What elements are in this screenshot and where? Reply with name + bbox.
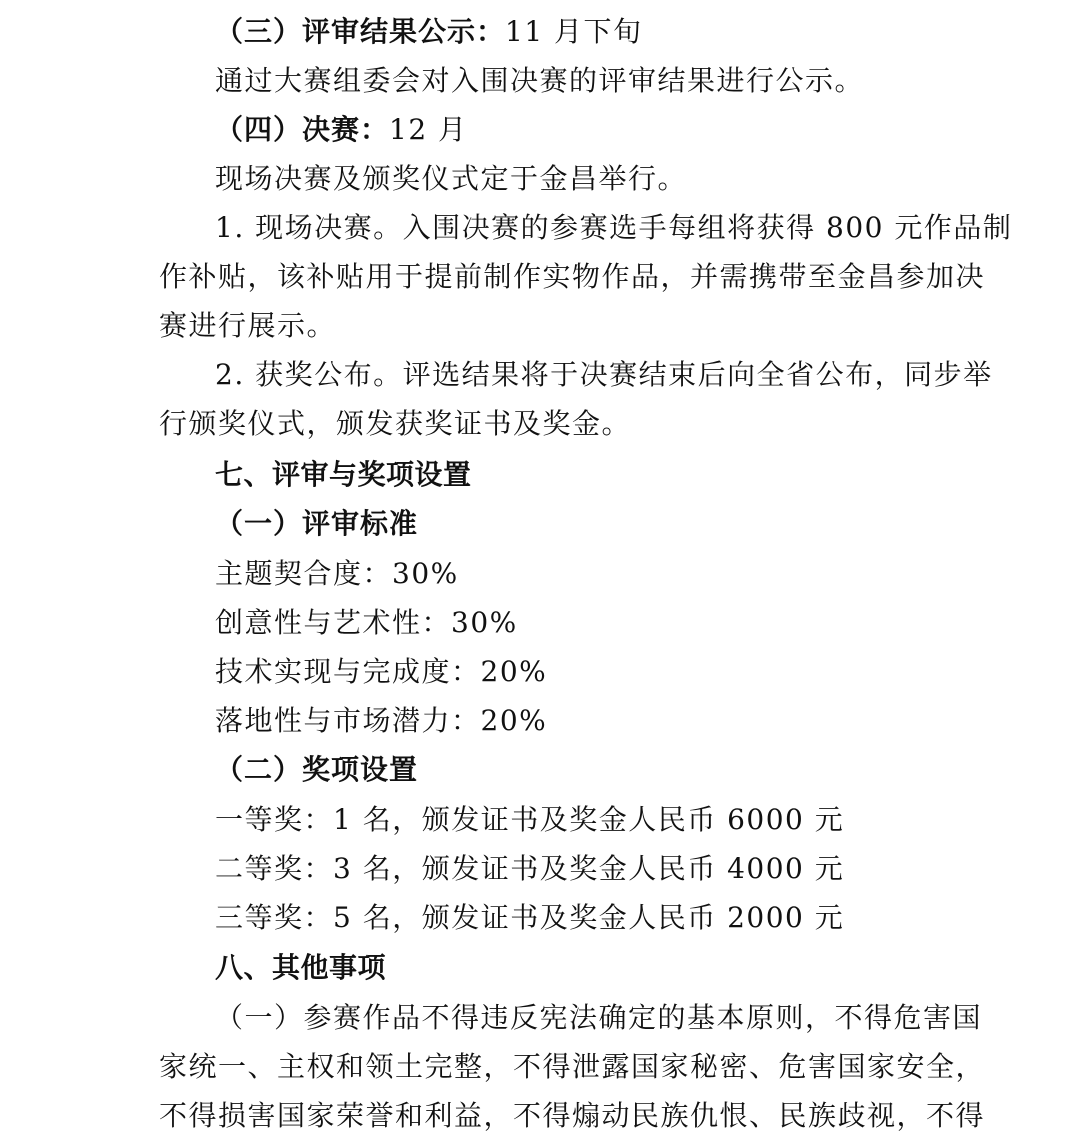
section-3-heading: [215, 15, 643, 49]
paragraph-2-line: 行颁奖仪式，颁发获奖证书及奖金。: [159, 407, 632, 440]
paragraph-8-line: 家统一、主权和领土完整，不得泄露国家秘密、危害国家安全，: [159, 1050, 986, 1083]
chapter-8-heading: 八、其他事项: [215, 951, 387, 984]
award-item: 二等奖：3 名，颁发证书及奖金人民币 4000 元: [215, 852, 845, 885]
section-4-title: （四）决赛：: [215, 113, 390, 146]
section-7-2-heading: （二）奖项设置: [215, 753, 419, 786]
criteria-item: 技术实现与完成度：20%: [215, 655, 548, 688]
paragraph-1-line: 赛进行展示。: [159, 309, 337, 342]
section-3-text: 通过大赛组委会对入围决赛的评审结果进行公示。: [215, 64, 865, 97]
award-item: 三等奖：5 名，颁发证书及奖金人民币 2000 元: [215, 901, 845, 934]
criteria-item: 主题契合度：30%: [215, 557, 459, 590]
section-4-text: 现场决赛及颁奖仪式定于金昌举行。: [215, 162, 688, 195]
criteria-item: 创意性与艺术性：30%: [215, 606, 518, 639]
section-3-title: （三）评审结果公示：: [215, 15, 506, 48]
section-3-date: 11 月下旬: [505, 15, 643, 48]
chapter-7-heading: 七、评审与奖项设置: [215, 458, 472, 491]
paragraph-8-line: 不得损害国家荣誉和利益，不得煽动民族仇恨、民族歧视，不得: [159, 1099, 986, 1132]
paragraph-1-line: 1. 现场决赛。入围决赛的参赛选手每组将获得 800 元作品制: [215, 211, 1013, 244]
section-7-1-heading: （一）评审标准: [215, 507, 419, 540]
paragraph-2-line: 2. 获奖公布。评选结果将于决赛结束后向全省公布，同步举: [215, 358, 993, 391]
section-4-heading: [215, 113, 468, 147]
section-4-date: 12 月: [389, 113, 468, 146]
paragraph-1-line: 作补贴，该补贴用于提前制作实物作品，并需携带至金昌参加决: [159, 260, 986, 293]
award-item: 一等奖：1 名，颁发证书及奖金人民币 6000 元: [215, 803, 845, 836]
paragraph-8-line: （一）参赛作品不得违反宪法确定的基本原则，不得危害国: [215, 1001, 983, 1034]
criteria-item: 落地性与市场潜力：20%: [215, 704, 548, 737]
